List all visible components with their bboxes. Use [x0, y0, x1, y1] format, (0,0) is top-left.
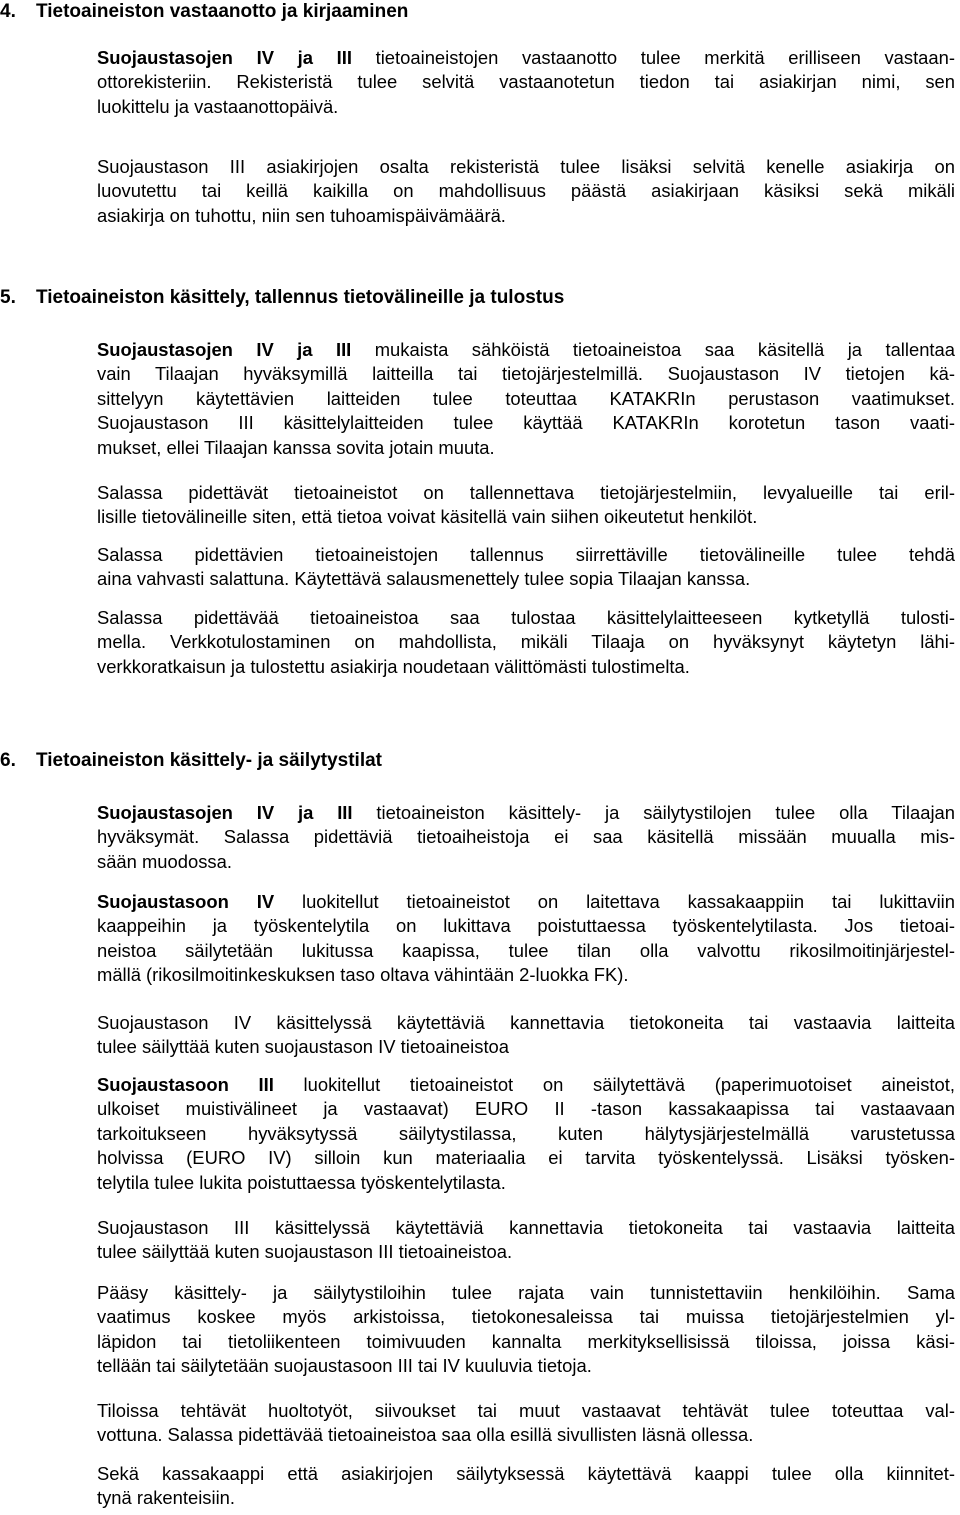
- section-5-number: 5.: [0, 287, 16, 308]
- text-line: tellään tai säilytetään suojaustasoon III tai IV kuuluvia tietoja.: [97, 1355, 592, 1377]
- bold-term: Suojaustasojen IV ja III: [97, 339, 352, 360]
- text-line: sittelyyn käytettävien laitteiden tulee toteuttaa KATAKRIn perustason vaatimukset.: [97, 387, 955, 409]
- text-line: luokitellut tietoaineistot on laitettava kassakaappiin tai lukittaviin: [274, 891, 955, 912]
- text-line: tulee säilyttää kuten suojaustason IV tietoaineistoa: [97, 1036, 510, 1058]
- bold-term: Suojaustasoon III: [97, 1074, 274, 1095]
- text-line: aina vahvasti salattuna. Käytettävä salausmenettely tulee sopia Tilaajan kanssa.: [97, 568, 751, 590]
- text-line: vain Tilaajan hyväksymillä laitteilla tai tietojärjestelmillä. Suojaustason IV tietojen kä-: [97, 363, 955, 385]
- text-line: Suojaustason III käsittelylaitteiden tulee käyttää KATAKRIn korotetun tason vaati-: [97, 412, 955, 434]
- text-line: läpidon tai tietoliikenteen toimivuuden kannalta merkityksellisissä tiloissa, joissa käsi-: [97, 1330, 955, 1352]
- text-line: ottorekisteriin. Rekisteristä tulee selvitä vastaanotetun tiedon tai asiakirjan nimi, sen: [97, 71, 955, 93]
- text-line: kaappeihin ja työskentelytila on lukittava poistuttaessa työskentelytilasta. Jos tietoai-: [97, 915, 955, 937]
- section-6-paragraph-4: [0, 1073, 955, 1195]
- text-line: Tiloissa tehtävät huoltotyöt, siivoukset tai muut vastaavat tehtävät tulee toteuttaa val-: [97, 1400, 955, 1421]
- text-line: Salassa pidettävien tietoaineistojen tallennus siirrettäville tietovälineille tulee tehdä: [97, 544, 955, 565]
- section-5-paragraph-1: [0, 338, 955, 460]
- text-line: telytila tulee lukita poistuttaessa työskentelytilasta.: [97, 1171, 506, 1193]
- text-line: hyväksymät. Salassa pidettäviä tietoaiheistoja ei saa käsitellä missään muualla mis-: [97, 826, 955, 848]
- text-line: tarkoitukseen hyväksytyssä säilytystilassa, kuten hälytysjärjestelmällä varustetussa: [97, 1122, 955, 1144]
- section-4-heading: [0, 0, 408, 24]
- section-6-paragraph-3: [0, 1011, 955, 1060]
- section-6-number: 6.: [0, 750, 16, 771]
- section-4-paragraph-2: [0, 155, 955, 228]
- text-line: vaatimus koskee myös arkistoissa, tietokonesaleissa tai muissa tietojärjestelmien yl-: [97, 1306, 955, 1328]
- section-4-paragraph-1: [0, 46, 955, 119]
- text-line: Suojaustason IV käsittelyssä käytettäviä kannettavia tietokoneita tai vastaavia laitteita: [97, 1012, 955, 1033]
- section-5-paragraph-2: [0, 481, 955, 530]
- text-line: mällä (rikosilmoitinkeskuksen taso oltava vähintään 2-luokka FK).: [97, 964, 629, 986]
- section-6-paragraph-2: [0, 890, 955, 988]
- section-5-title: Tietoaineiston käsittely, tallennus tietovälineille ja tulostus: [36, 287, 565, 308]
- text-line: tulee säilyttää kuten suojaustason III tietoaineistoa.: [97, 1241, 513, 1263]
- text-line: Salassa pidettävät tietoaineistot on tallennettava tietojärjestelmiin, levyalueille tai eril-: [97, 482, 955, 503]
- text-line: vottuna. Salassa pidettävää tietoaineistoa saa olla esillä sivullisten läsnä ollessa.: [97, 1424, 754, 1446]
- text-line: mukaista sähköistä tietoaineistoa saa käsitellä ja tallentaa: [351, 339, 955, 360]
- text-line: verkkoratkaisun ja tulostettu asiakirja noudetaan välittömästi tulostimelta.: [97, 655, 690, 677]
- section-5-paragraph-4: [0, 606, 955, 679]
- section-6-paragraph-8: [0, 1462, 955, 1511]
- section-4-title: Tietoaineiston vastaanotto ja kirjaaminen: [36, 1, 409, 22]
- text-line: luokittelu ja vastaanottopäivä.: [97, 95, 339, 117]
- section-5-paragraph-3: [0, 543, 955, 592]
- bold-term: Suojaustasoon IV: [97, 891, 275, 912]
- text-line: neistoa säilytetään lukitussa kaapissa, tulee tilan olla valvottu rikosilmoitinjärjestel-: [97, 939, 955, 961]
- text-line: ulkoiset muistivälineet ja vastaavat) EURO II -tason kassakaapissa tai vastaavaan: [97, 1098, 955, 1120]
- text-line: mukset, ellei Tilaajan kanssa sovita jotain muuta.: [97, 436, 495, 458]
- text-line: Suojaustason III käsittelyssä käytettäviä kannettavia tietokoneita tai vastaavia laitteita: [97, 1217, 955, 1238]
- text-line: mella. Verkkotulostaminen on mahdollista, mikäli Tilaaja on hyväksynyt käytetyn lähi-: [97, 631, 955, 653]
- text-line: Sekä kassakaappi että asiakirjojen säilytyksessä käytettävä kaappi tulee olla kiinnitet-: [97, 1463, 955, 1484]
- text-line: sään muodossa.: [97, 850, 232, 872]
- text-line: tietoaineistojen vastaanotto tulee merkitä erilliseen vastaan-: [351, 47, 955, 68]
- text-line: tietoaineiston käsittely- ja säilytystilojen tulee olla Tilaajan: [352, 802, 955, 823]
- text-line: holvissa (EURO IV) silloin kun materiaalia ei tarvita työskentelyssä. Lisäksi työsken-: [97, 1147, 955, 1169]
- bold-term: Suojaustasojen IV ja III: [97, 802, 353, 823]
- bold-term: Suojaustasojen IV ja III: [97, 47, 352, 68]
- text-line: Salassa pidettävää tietoaineistoa saa tulostaa käsittelylaitteeseen kytketyllä tulosti-: [97, 607, 955, 628]
- text-line: luovutettu tai keillä kaikilla on mahdollisuus päästä asiakirjaan käsiksi sekä mikäli: [97, 180, 955, 202]
- section-6-paragraph-5: [0, 1216, 955, 1265]
- text-line: lisille tietovälineille siten, että tietoa voivat käsitellä vain siihen oikeutetut henkilöt.: [97, 506, 758, 528]
- text-line: Suojaustason III asiakirjojen osalta rekisteristä tulee lisäksi selvitä kenelle asiakirja on: [97, 156, 955, 177]
- text-line: luokitellut tietoaineistot on säilytettävä (paperimuotoiset aineistot,: [273, 1074, 955, 1095]
- section-5-heading: [0, 286, 564, 310]
- text-line: tynä rakenteisiin.: [97, 1487, 236, 1509]
- section-6-title: Tietoaineiston käsittely- ja säilytystilat: [36, 750, 382, 771]
- text-line: asiakirja on tuhottu, niin sen tuhoamispäivämäärä.: [97, 204, 506, 226]
- section-6-paragraph-7: [0, 1399, 955, 1448]
- section-6-paragraph-1: [0, 801, 955, 874]
- section-4-number: 4.: [0, 1, 16, 22]
- section-6-paragraph-6: [0, 1281, 955, 1379]
- text-line: Pääsy käsittely- ja säilytystiloihin tulee rajata vain tunnistettaviin henkilöihin. Sama: [97, 1282, 955, 1303]
- section-6-heading: [0, 749, 382, 773]
